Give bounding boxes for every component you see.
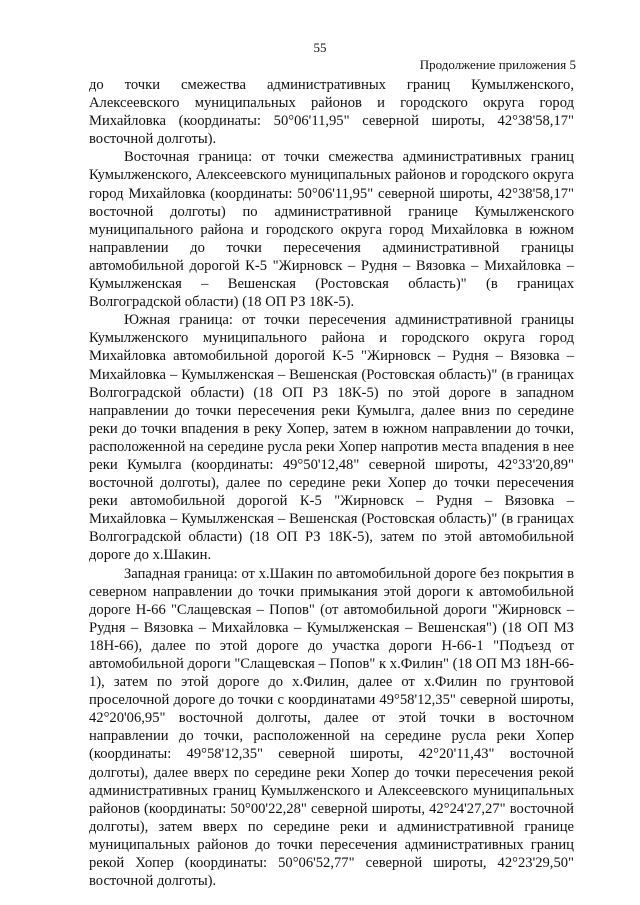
paragraph-southern-border: Южная граница: от точки пересечения административной границы Кумылженского муниципального района и городского округа город Михайловка автомобильной дорогой К-5 "Жирновск – Рудня – Вязовка – Михайловка – Кумылженская – Вешенская (Ростовская область)" (в границах Волгоградской области) (18 ОП РЗ 18К-5) по этой дороге в западном направлении до точки пересечения реки Кумылга, далее вниз по середине реки до точки впадения в реку Хопер, затем в южном направлении до точки, расположенной на середине русла реки Хопер напротив места впадения в нее реки Кумылга (координаты: 49°50'12,48" северной широты, 42°33'20,89" восточной долготы), далее по середине реки Хопер до точки пересечения реки автомобильной дорогой К-5 "Жирновск – Рудня – Вязовка – Михайловка – Кумылженская – Вешенская (Ростовская область)" (в границах Волгоградской области) (18 ОП РЗ 18К-5), затем по этой автомобильной дороге до х.Шакин. (89, 312, 574, 564)
paragraph-western-border: Западная граница: от х.Шакин по автомобильной дороге без покрытия в северном направлении до точки примыкания этой дороги к автомобильной дороге Н-66 "Слащевская – Попов" (от автомобильной дороги "Жирновск – Рудня – Вязовка – Михайловка – Кумылженская – Вешенская") (18 ОП МЗ 18Н-66), далее по этой дороге до участка дороги Н-66-1 "Подъезд от автомобильной дороги "Слащевская – Попов" к х.Филин" (18 ОП МЗ 18Н-66-1), затем по этой дороге до х.Филин, далее от х.Филин по грунтовой проселочной дороге до точки с координатами 49°58'12,35" северной широты, 42°20'06,95" восточной долготы, далее от этой точки в восточном направлении до точки, расположенной на середине русла реки Хопер (координаты: 49°58'12,35" северной широты, 42°20'11,43" восточной долготы), далее вверх по середине реки Хопер до точки пересечения рекой административных границ Кумылженского и Алексеевского муниципальных районов (координаты: 50°00'22,28" северной широты, 42°24'27,27" восточной долготы), затем вверх по середине реки и административной границе муниципальных районов до точки пересечения административных границ рекой Хопер (координаты: 50°06'52,77" северной широты, 42°23'29,50" восточной долготы). (89, 565, 574, 890)
running-header: Продолжение приложения 5 (419, 57, 576, 72)
paragraph-continuation: до точки смежества административных границ Кумылженского, Алексеевского муниципальных районов и городского округа город Михайловка (координаты: 50°06'11,95" северной широты, 42°38'58,17" восточной долготы). (89, 77, 574, 148)
body-text (89, 76, 574, 890)
page-number: 55 (313, 40, 327, 55)
paragraph-eastern-border: Восточная граница: от точки смежества административных границ Кумылженского, Алексеевского муниципальных районов и городского округа город Михайловка (координаты: 50°06'11,95" северной широты, 42°38'58,17" восточной долготы) по административной границе Кумылженского муниципального района и городского округа город Михайловка в южном направлении до точки пересечения административной границы автомобильной дорогой К-5 "Жирновск – Рудня – Вязовка – Михайловка – Кумылженская – Вешенская (Ростовская область)" (в границах Волгоградской области) (18 ОП РЗ 18К-5). (89, 149, 574, 311)
